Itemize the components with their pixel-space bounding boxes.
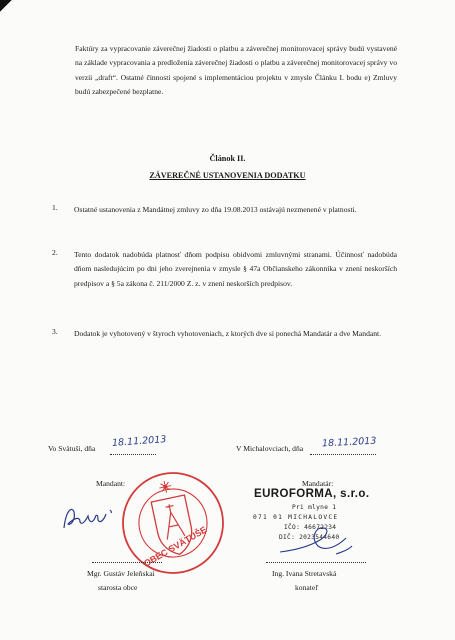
- signature-right-image: [276, 516, 356, 560]
- date-right-handwritten: 18.11.2013: [321, 435, 377, 450]
- place-right: V Michalovciach, dňa: [236, 444, 304, 453]
- signatory-left-title: starosta obce: [98, 583, 138, 592]
- scan-corner-mark: [0, 0, 12, 12]
- company-stamp-dic: DIČ: 2023544640: [279, 534, 340, 541]
- list-item-number: 3.: [52, 327, 58, 336]
- date-right-line: [310, 454, 376, 455]
- signature-right-line: [266, 562, 366, 563]
- place-left: Vo Svätuši, dňa: [48, 444, 96, 453]
- company-stamp-name: EUROFORMA, s.r.o.: [254, 488, 370, 500]
- signatory-right-name: Ing. Ivana Stretavská: [272, 569, 337, 578]
- article-title: ZÁVEREČNÉ USTANOVENIA DODATKU: [149, 171, 306, 180]
- list-item-number: 1.: [52, 203, 58, 212]
- stamp-text: OBEC SVÄTUŠE: [142, 524, 209, 569]
- company-stamp-city: 071 01 MICHALOVCE: [253, 514, 339, 521]
- signatory-left-name: Mgr. Gustáv Jeleňskai: [87, 569, 155, 578]
- list-item-text: Ostatné ustanovenia z Mandátnej zmluvy zo dňa 19.08.2013 ostávajú nezmenené v platnosti.: [74, 205, 357, 214]
- list-item-text: Dodatok je vyhotovený v štyroch vyhotoveniach, z ktorých dve si ponechá Mandatár a dve Mandant.: [74, 329, 382, 338]
- company-stamp-ico: IČO: 46672234: [284, 524, 337, 531]
- list-item-number: 2.: [52, 248, 58, 257]
- date-left-handwritten: 18.11.2013: [111, 434, 167, 449]
- role-left: Mandant:: [96, 479, 126, 488]
- intro-paragraph: Faktúry za vypracovanie záverečnej žiadosti o platbu a záverečnej monitorovacej správy budú vystavené na základe vypracovania a predloženia záverečnej žiadosti o platbu a záverečnej monitorovacej správy vo verzii „draft“. Ostatné činnosti spojené s implementáciou projektu v zmysle Článku I. bodu e) Zmluvy budú zabezpečené bezplatne.: [75, 44, 397, 96]
- role-right: Mandatár:: [302, 479, 334, 488]
- signatory-right-title: konateľ: [295, 583, 319, 592]
- list-item-text: Tento dodatok nadobúda platnosť dňom podpisu obidvomi zmluvnými stranami. Účinnosť nadobúda dňom nasledujúcim po dni jeho zverejnenia v zmysle § 47a Občianskeho zákonníka v znení neskorších predpisov a § 5a zákona č. 211/2000 Z. z. v znení neskorších predpisov.: [74, 250, 397, 288]
- company-stamp-street: Pri mlyne 1: [292, 504, 337, 511]
- article-number: Článok II.: [209, 154, 246, 163]
- date-left-line: [110, 454, 156, 455]
- signature-left-line: [92, 562, 162, 563]
